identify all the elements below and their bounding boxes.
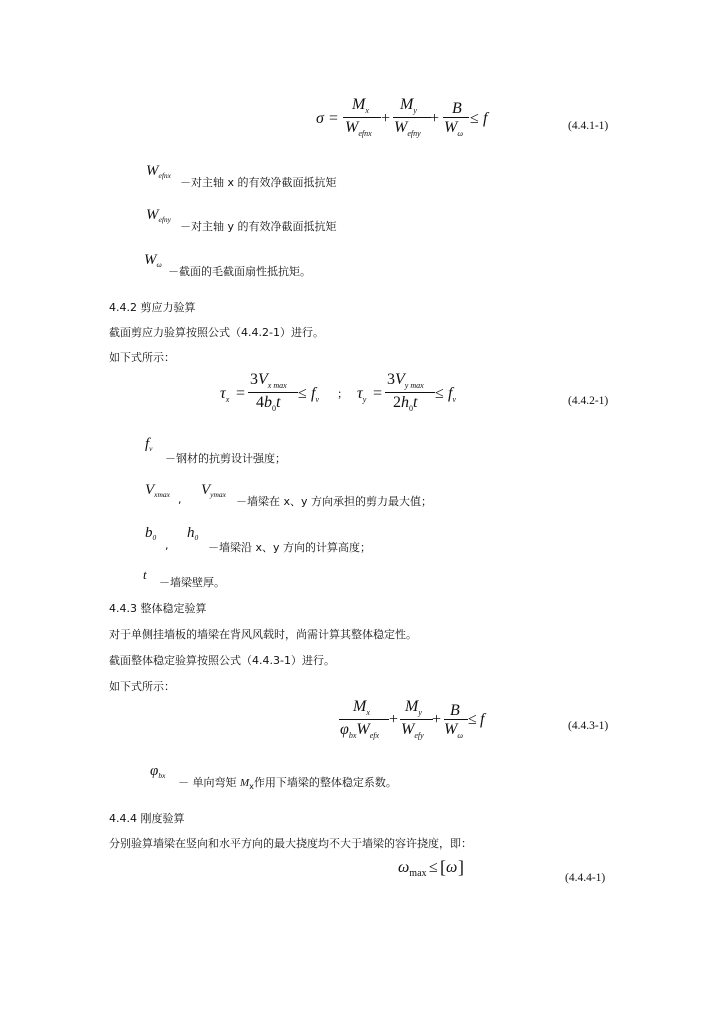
definition-text: －钢材的抗剪设计强度；	[165, 452, 286, 465]
equals-sign: =	[329, 110, 339, 127]
fraction-bar	[343, 117, 381, 118]
left-bracket: [	[440, 857, 446, 877]
denominator-womega: $W_\omega$	[444, 119, 463, 138]
paragraph: 如下式所示：	[109, 351, 175, 364]
equation-number: (4.4.4-1)	[565, 872, 606, 884]
numerator: $3V_{y max}$	[387, 371, 424, 390]
denominator-wefnx: $W_{efnx}$	[345, 119, 372, 138]
tau-x: $\tau_x$	[220, 385, 230, 404]
leq-sign: ≤	[298, 385, 307, 402]
definition-text: －对主轴 y 的有效净截面抵抗矩	[180, 220, 337, 233]
paragraph: 对于单侧挂墙板的墙梁在背风风载时，尚需计算其整体稳定性。	[109, 628, 417, 641]
numerator-b: B	[450, 702, 460, 719]
fv-symbol: $f_v$	[448, 385, 457, 404]
comma: ,	[165, 539, 169, 552]
f-symbol: f	[483, 110, 488, 127]
leq-sign: ≤	[470, 110, 479, 127]
denominator-wefy: $W_{efy}$	[401, 721, 424, 740]
numerator-my: $M_y$	[400, 96, 417, 115]
denominator-phibx-wefx: $\varphi_{bx}W_{efx}$	[340, 721, 380, 740]
denominator-womega: $W_\omega$	[444, 721, 463, 740]
symbol-vxmax: $V_{xmax}$	[145, 482, 170, 499]
separator: ;	[338, 386, 342, 400]
numerator-mx: $M_x$	[353, 698, 370, 717]
symbol-t: t	[143, 567, 147, 582]
section-heading-4-4-3: 4.4.3 整体稳定验算	[109, 602, 207, 615]
paragraph: 截面整体稳定验算按照公式（4.4.3-1）进行。	[109, 654, 335, 667]
right-bracket: ]	[458, 857, 464, 877]
equation-number: (4.4.2-1)	[568, 395, 609, 407]
numerator-b: B	[452, 100, 462, 117]
symbol-h0: $h_0$	[187, 525, 199, 542]
sigma-symbol: σ	[316, 110, 324, 127]
symbol-wefnx: $W_{efnx}$	[146, 163, 171, 180]
f-symbol: f	[480, 711, 485, 728]
leq-sign: ≤	[435, 385, 444, 402]
leq-sign: ≤	[429, 859, 438, 876]
paragraph: 截面剪应力验算按照公式（4.4.2-1）进行。	[109, 326, 324, 339]
equals-sign: =	[236, 385, 246, 402]
definition-text: －墙梁在 x、y 方向承担的剪力最大值；	[236, 495, 433, 508]
fraction-bar	[400, 719, 433, 720]
tau-y: $\tau_y$	[357, 385, 367, 404]
fraction-bar	[339, 719, 389, 720]
symbol-b0: $b_0$	[145, 525, 157, 542]
fraction-bar	[443, 117, 469, 118]
plus-sign: +	[430, 110, 440, 127]
definition-text: －墙梁沿 x、y 方向的计算高度；	[208, 541, 372, 554]
plus-sign: +	[389, 711, 399, 728]
denominator: $4b_0t$	[256, 394, 281, 413]
paragraph: 分别验算墙梁在竖向和水平方向的最大挠度均不大于墙梁的容许挠度，即：	[109, 837, 472, 850]
denominator-wefny: $W_{efny}$	[394, 119, 421, 138]
symbol-womega: $W_\omega$	[144, 252, 162, 269]
plus-sign: +	[381, 110, 391, 127]
equation-number: (4.4.3-1)	[568, 720, 609, 732]
fv-symbol: $f_v$	[311, 385, 320, 404]
fraction-bar	[248, 392, 298, 393]
symbol-vymax: $V_{ymax}$	[201, 482, 226, 499]
paragraph: 如下式所示：	[109, 680, 175, 693]
section-heading-4-4-2: 4.4.2 剪应力验算	[109, 301, 196, 314]
equation-number: (4.4.1-1)	[568, 120, 609, 132]
fraction-bar	[444, 719, 468, 720]
symbol-wefny: $W_{efny}$	[146, 207, 171, 224]
fraction-bar	[385, 392, 435, 393]
definition-text: － 单向弯矩 $M_x$作用下墙梁的整体稳定系数。	[178, 776, 397, 791]
section-heading-4-4-4: 4.4.4 刚度验算	[109, 812, 185, 825]
fraction-bar	[393, 117, 431, 118]
omega-max: $\omega_{max}$	[398, 859, 427, 879]
equals-sign: =	[373, 385, 383, 402]
symbol-fv: $f_v$	[145, 436, 153, 453]
numerator-my: $M_y$	[405, 698, 422, 717]
comma: ,	[178, 493, 182, 506]
numerator-mx: $M_x$	[352, 96, 369, 115]
denominator: $2h_0t$	[393, 394, 418, 413]
definition-text: －对主轴 x 的有效净截面抵抗矩	[180, 176, 337, 189]
definition-text: －截面的毛截面扇性抵抗矩。	[168, 265, 311, 278]
plus-sign: +	[432, 711, 442, 728]
leq-sign: ≤	[468, 711, 477, 728]
symbol-phibx: $\varphi_{bx}$	[150, 763, 166, 780]
definition-text: －墙梁壁厚。	[159, 576, 225, 589]
numerator: $3V_{x max}$	[250, 371, 287, 390]
omega-symbol: ω	[446, 859, 458, 876]
